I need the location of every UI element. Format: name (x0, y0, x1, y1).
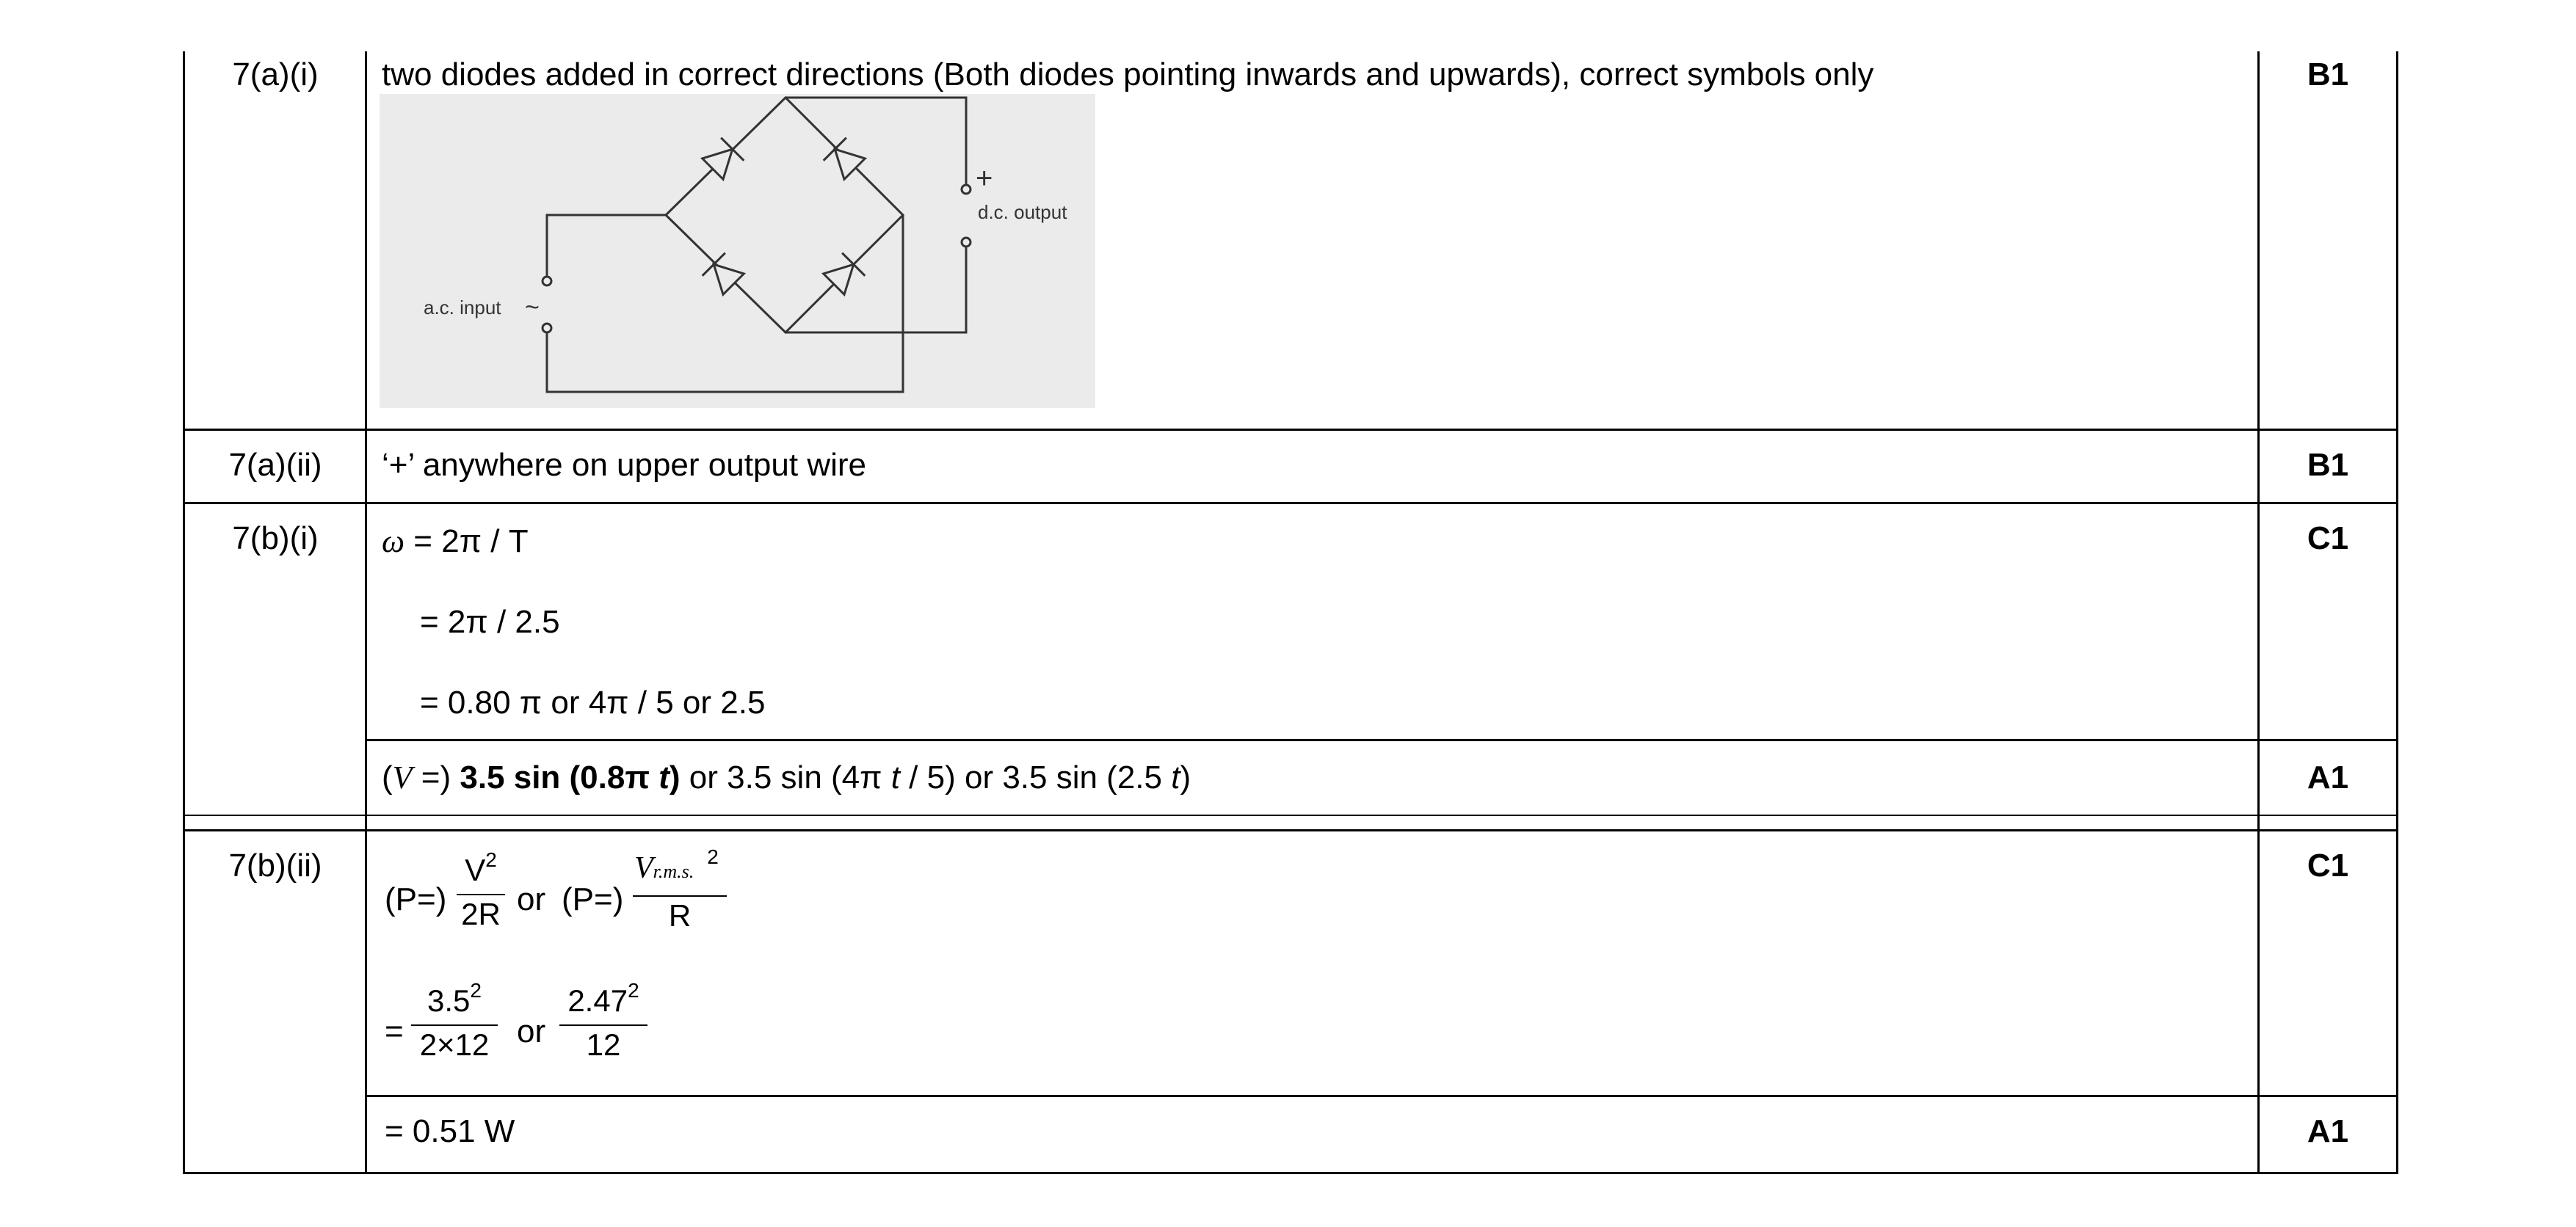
text: or 3.5 sin (4π (680, 760, 891, 795)
mark-code: B1 (2307, 447, 2349, 483)
answer-text: two diodes added in correct directions (Both diodes pointing inwards and upwards), correct symbols only (382, 57, 1874, 92)
numerator: 2.47 (567, 983, 628, 1018)
exponent: 2 (707, 845, 719, 868)
numerator: V (465, 853, 486, 887)
formula-prefix: (P=) (385, 881, 447, 917)
equals: = (385, 1013, 404, 1049)
page-break-line (183, 815, 2398, 816)
row-divider (183, 502, 2398, 504)
plus-sign: + (976, 162, 993, 194)
formula-prefix: (P=) (562, 881, 624, 917)
numerator: 3.5 (427, 983, 471, 1018)
mark-code: C1 (2307, 848, 2349, 884)
mark-code: A1 (2307, 760, 2349, 795)
row-divider (365, 739, 2398, 741)
question-number: 7(a)(ii) (228, 447, 322, 483)
denominator: 12 (586, 1027, 621, 1062)
answer-text: = 0.51 W (385, 1113, 515, 1149)
text: V (392, 760, 413, 795)
diode-icon (703, 253, 745, 296)
question-number: 7(b)(ii) (228, 848, 322, 884)
denominator: 2R (461, 897, 501, 931)
omega-symbol: ω (382, 523, 405, 559)
fraction (559, 979, 647, 1064)
table-border-bottom (183, 1172, 2398, 1174)
ac-symbol: ~ (525, 294, 540, 321)
denominator: 2×12 (419, 1027, 490, 1062)
text: t (1171, 760, 1180, 795)
table-border-left (183, 51, 185, 1174)
or-text: or (517, 881, 546, 917)
row-divider (183, 429, 2398, 431)
text: / 5) or 3.5 sin (2.5 (899, 760, 1172, 795)
diode-icon (824, 138, 866, 181)
fraction (411, 979, 498, 1064)
mark-code: A1 (2307, 1113, 2349, 1149)
ac-input-label: a.c. input (424, 296, 501, 318)
text: 3.5 sin (0.8π (460, 760, 659, 795)
text: ) (1180, 760, 1191, 795)
answer-text: ‘+’ anywhere on upper output wire (382, 447, 866, 483)
dc-output-label: d.c. output (978, 201, 1067, 223)
working-text: = 2π / T (404, 523, 529, 559)
mark-code: B1 (2307, 57, 2349, 92)
text: =) (412, 760, 460, 795)
row-divider (365, 1095, 2398, 1097)
working-line (382, 523, 529, 561)
text: t (658, 760, 670, 795)
table-border-right (2396, 51, 2398, 1174)
text: ) (669, 760, 681, 795)
working-line: = 2π / 2.5 (420, 604, 560, 640)
question-number: 7(a)(i) (232, 57, 319, 92)
text: t (890, 760, 900, 795)
subscript: r.m.s. (653, 861, 694, 882)
working-line: = 0.80 π or 4π / 5 or 2.5 (420, 685, 766, 721)
exponent: 2 (470, 979, 482, 1002)
question-number: 7(b)(i) (232, 520, 319, 556)
fraction (633, 845, 727, 933)
answer-text (382, 759, 1191, 797)
column-divider-1 (365, 51, 367, 1174)
numerator: V (634, 851, 653, 885)
text: ( (382, 760, 393, 795)
page-break-line (183, 829, 2398, 831)
fraction (457, 848, 505, 933)
mark-code: C1 (2307, 520, 2349, 556)
bridge-rectifier-diagram (380, 94, 1095, 408)
denominator: R (668, 898, 692, 933)
or-text: or (517, 1013, 546, 1049)
exponent: 2 (628, 979, 639, 1002)
exponent: 2 (485, 848, 497, 871)
column-divider-2 (2257, 51, 2260, 1174)
